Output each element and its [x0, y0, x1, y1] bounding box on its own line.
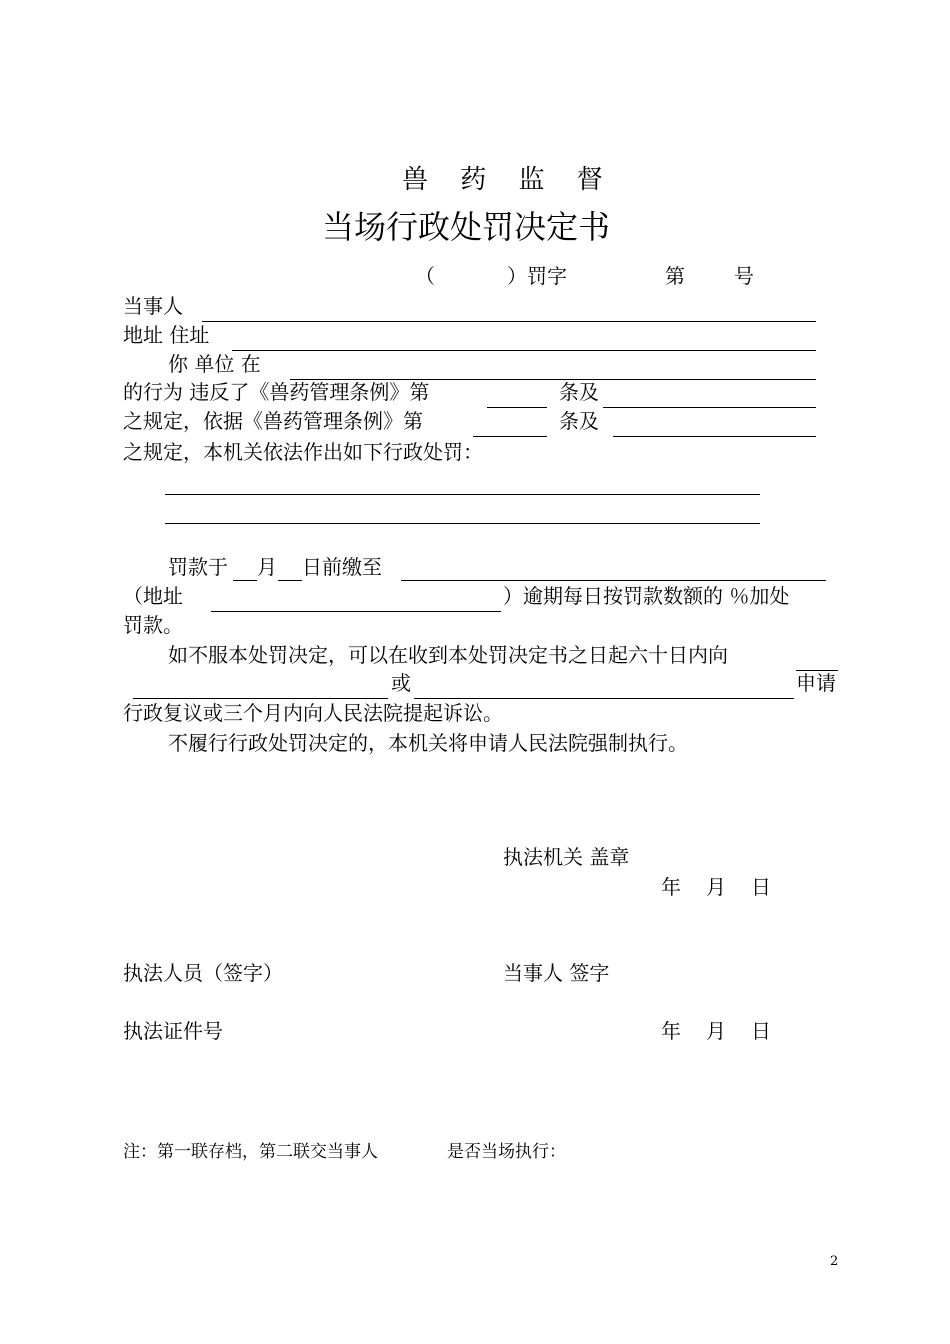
enforce-line: 不履行行政处罚决定的，本机关将申请人民法院强制执行。 — [168, 731, 688, 755]
decision-line: 之规定，本机关依法作出如下行政处罚： — [123, 440, 483, 464]
date2-year: 年 — [661, 1019, 681, 1043]
violated-clause-field[interactable] — [603, 407, 816, 408]
cert-number: 执法证件号 — [123, 1019, 223, 1043]
appeal-line3: 行政复议或三个月内向人民法院提起诉讼。 — [123, 701, 503, 725]
officer-sign: 执法人员（签字） — [123, 961, 283, 985]
party-label: 当事人 — [123, 294, 183, 318]
appeal-or: 或 — [391, 671, 411, 695]
basis-article-field[interactable] — [473, 436, 547, 437]
appeal-line1: 如不服本处罚决定，可以在收到本处罚决定书之日起六十日内向 — [168, 643, 728, 667]
fine-month-field[interactable] — [233, 580, 257, 581]
payee-field[interactable] — [401, 580, 826, 581]
authority-seal: 执法机关 盖章 — [503, 845, 630, 869]
fine-prefix: 罚款于 — [168, 555, 228, 579]
date1-month: 月 — [706, 875, 726, 899]
penalty-field-2[interactable] — [165, 523, 760, 524]
fine-address-field[interactable] — [211, 611, 501, 612]
article-and-2: 条及 — [559, 409, 599, 433]
address-field[interactable] — [232, 350, 816, 351]
party-sign: 当事人 签字 — [503, 961, 610, 985]
address-label: 地址 住址 — [123, 323, 210, 347]
penalty-field-1[interactable] — [165, 494, 760, 495]
number-hao: 号 — [734, 264, 754, 288]
party-field[interactable] — [202, 321, 816, 322]
number-open-paren: （ — [415, 264, 435, 288]
date1-day: 日 — [751, 875, 771, 899]
note-copies: 注：第一联存档，第二联交当事人 — [123, 1142, 378, 1162]
review-org-field-3[interactable] — [414, 698, 794, 699]
number-di: 第 — [665, 264, 685, 288]
note-onsite: 是否当场执行： — [447, 1142, 566, 1162]
date2-month: 月 — [706, 1019, 726, 1043]
you-unit-label: 你 单位 在 — [168, 352, 261, 376]
fine-day-before: 日前缴至 — [302, 555, 382, 579]
regulation-label: 之规定，依据《兽药管理条例》第 — [123, 409, 423, 433]
fine-address-label: （地址 — [123, 584, 183, 608]
date1-year: 年 — [661, 875, 681, 899]
article-and-1: 条及 — [559, 380, 599, 404]
appeal-apply: 申请 — [796, 671, 836, 695]
title-line1: 兽 药 监 督 — [402, 165, 615, 195]
number-close-paren: ）罚字 — [507, 264, 567, 288]
basis-clause-field[interactable] — [613, 436, 816, 437]
violated-article-field[interactable] — [487, 407, 547, 408]
review-org-field-2[interactable] — [133, 698, 388, 699]
page-title: 当场行政处罚决定书 — [322, 208, 611, 246]
fine-tail: 罚款。 — [123, 613, 183, 637]
behavior-label: 的行为 违反了《兽药管理条例》第 — [123, 380, 430, 404]
fine-day-field[interactable] — [278, 580, 302, 581]
overdue-text: ）逾期每日按罚款数额的 ％加处 — [503, 584, 790, 608]
fine-month: 月 — [257, 555, 277, 579]
date2-day: 日 — [751, 1019, 771, 1043]
page-number: 2 — [830, 1254, 839, 1269]
